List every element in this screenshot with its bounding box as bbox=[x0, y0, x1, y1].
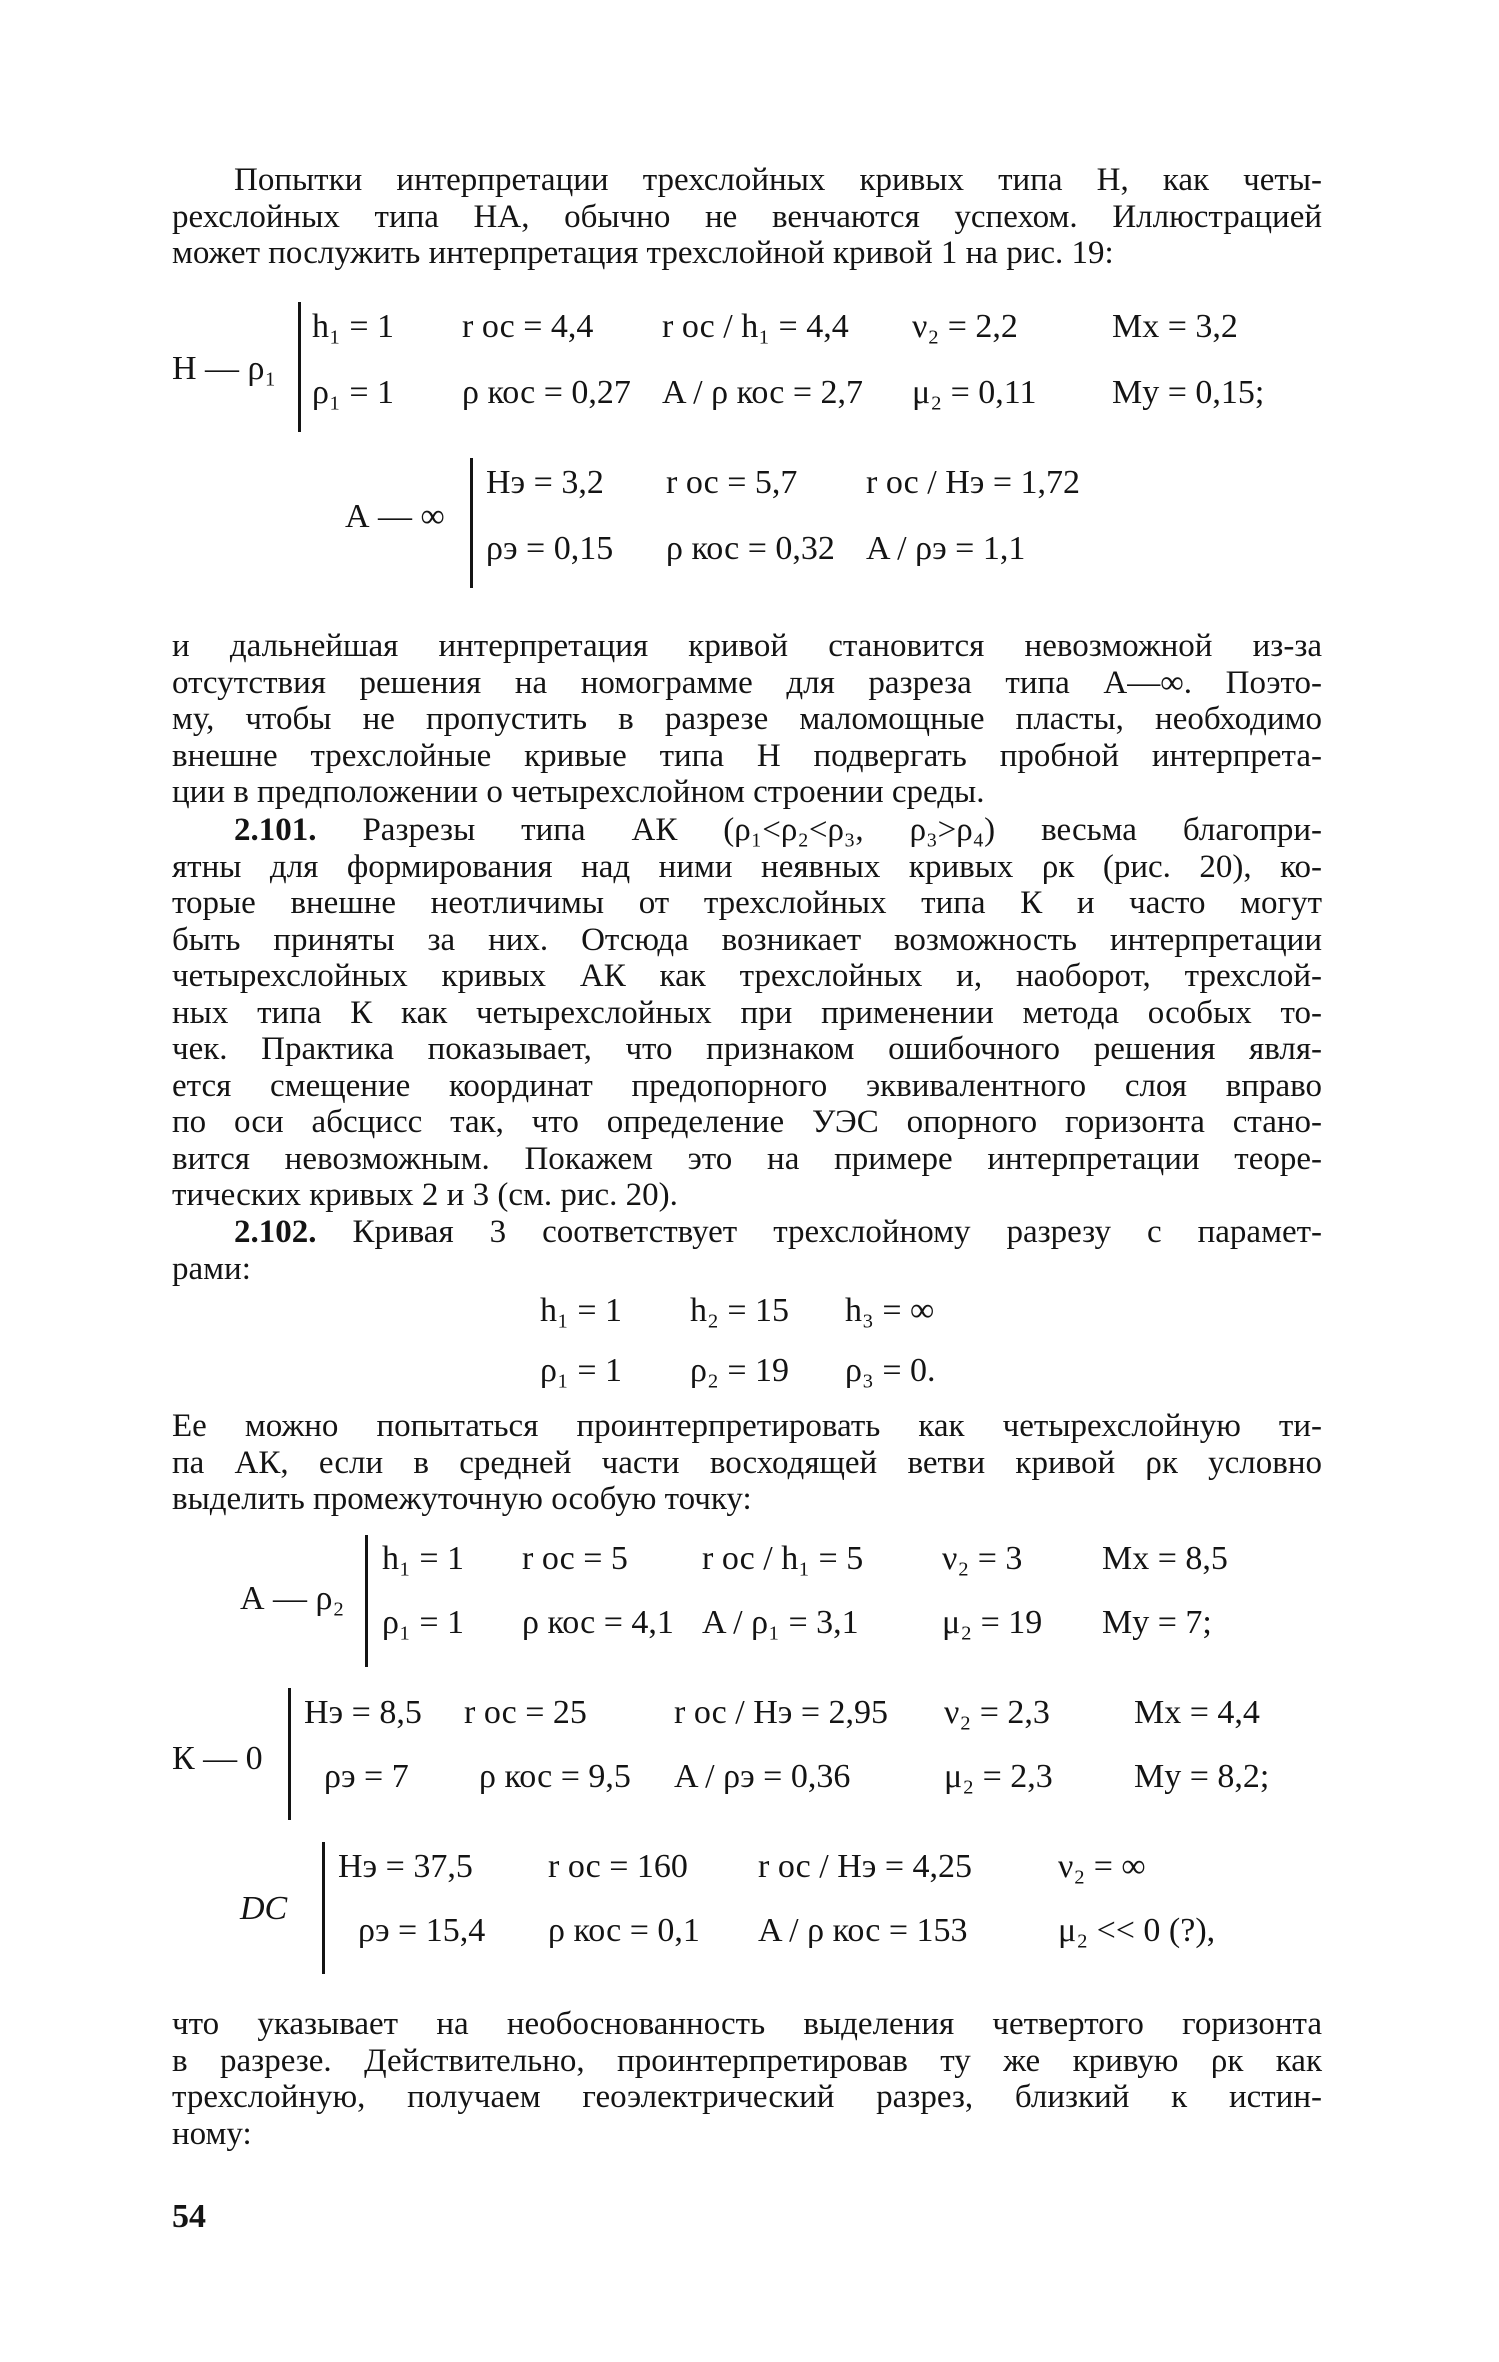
eq-term: μ₂ = 0,11 bbox=[912, 374, 1037, 411]
eq-term: ν₂ = 2,2 bbox=[912, 308, 1018, 345]
eq-term: ρ₁ = 1 bbox=[382, 1604, 464, 1641]
eq-term: ρ кос = 0,27 bbox=[462, 374, 631, 411]
section-number: 2.101. bbox=[234, 812, 317, 848]
eq-term: h₂ = 15 bbox=[690, 1292, 790, 1329]
eq-term: ρ кос = 0,32 bbox=[666, 530, 835, 567]
eq-term: ρэ = 0,15 bbox=[486, 530, 614, 567]
eq-term: ν₂ = 2,3 bbox=[944, 1694, 1050, 1731]
text-line: торые внешне неотличимы от трехслойных типа К и часто могут bbox=[172, 885, 1322, 921]
eq-term: ν₂ = 3 bbox=[942, 1540, 1023, 1577]
eq-term: A / ρ кос = 2,7 bbox=[662, 374, 863, 411]
block1-label: Н — ρ₁ bbox=[172, 350, 277, 387]
block4-bar bbox=[288, 1688, 291, 1820]
eq-term: ρэ = 7 bbox=[324, 1758, 409, 1795]
eq-term: Hэ = 3,2 bbox=[486, 464, 604, 501]
block5-label: DC bbox=[240, 1890, 288, 1927]
eq-term: Hэ = 8,5 bbox=[304, 1694, 422, 1731]
text-line: в разрезе. Действительно, проинтерпретировав ту же кривую ρк как bbox=[172, 2042, 1322, 2079]
eq-term: h₁ = 1 bbox=[540, 1292, 623, 1329]
eq-term: r ос / Hэ = 4,25 bbox=[758, 1848, 973, 1885]
text-line: может послужить интерпретация трехслойной кривой 1 на рис. 19: bbox=[172, 235, 1114, 271]
eq-term: Mx = 8,5 bbox=[1102, 1540, 1228, 1577]
eq-term: A / ρэ = 1,1 bbox=[866, 530, 1026, 567]
block4-equations bbox=[304, 1694, 1324, 1794]
eq-term: r ос = 25 bbox=[464, 1694, 587, 1731]
text-line: по оси абсцисс так, что определение УЭС опорного горизонта стано- bbox=[172, 1104, 1322, 1140]
text-line: ется смещение координат предопорного эквивалентного слоя вправо bbox=[172, 1067, 1322, 1104]
eq-term: ρ кос = 0,1 bbox=[548, 1912, 700, 1949]
text-line: трехслойную, получаем геоэлектрический разрез, близкий к истин- bbox=[172, 2079, 1322, 2115]
text-fragment: Кривая 3 соответствует трехслойному разрезу с парамет- bbox=[352, 1214, 1323, 1250]
paragraph-intro bbox=[172, 162, 1322, 272]
eq-term: r ос = 5 bbox=[522, 1540, 628, 1577]
paragraph-2-101 bbox=[172, 812, 1322, 1214]
text-line: выделить промежуточную особую точку: bbox=[172, 1481, 752, 1517]
text-line: рами: bbox=[172, 1250, 251, 1287]
eq-term: r ос / Hэ = 1,72 bbox=[866, 464, 1081, 501]
section-number: 2.102. bbox=[234, 1214, 317, 1250]
block5-equations bbox=[338, 1848, 1328, 1948]
eq-term: h₁ = 1 bbox=[382, 1540, 465, 1577]
eq-term: A / ρ₁ = 3,1 bbox=[702, 1604, 859, 1641]
paragraph-2-102 bbox=[172, 1214, 1322, 1287]
block3-equations bbox=[382, 1540, 1302, 1640]
eq-term: μ₂ = 2,3 bbox=[944, 1758, 1053, 1795]
text-line: ции в предположении о четырехслойном строении среды. bbox=[172, 774, 985, 810]
eq-term: ρ₂ = 19 bbox=[690, 1352, 789, 1389]
eq-term: r ос = 4,4 bbox=[462, 308, 594, 345]
text-line: отсутствия решения на номограмме для разреза типа А—∞. Поэто- bbox=[172, 664, 1322, 701]
block1-equations bbox=[312, 308, 1312, 411]
eq-term: h₁ = 1 bbox=[312, 308, 395, 345]
block2-label: А — ∞ bbox=[345, 498, 445, 535]
eq-term: r ос = 5,7 bbox=[666, 464, 798, 501]
eq-term: r ос / h₁ = 5 bbox=[702, 1540, 864, 1577]
block3-bar bbox=[365, 1535, 368, 1667]
text-line: чек. Практика показывает, что признаком ошибочного решения явля- bbox=[172, 1031, 1322, 1067]
text-fragment: Разрезы типа АК (ρ₁<ρ₂<ρ₃, ρ₃>ρ₄) весьма благопри- bbox=[362, 812, 1323, 848]
eq-term: My = 7; bbox=[1102, 1604, 1212, 1641]
text-line: внешне трехслойные кривые типа Н подвергать пробной интерпрета- bbox=[172, 737, 1322, 774]
eq-term: ρэ = 15,4 bbox=[358, 1912, 486, 1949]
paragraph-conclusion bbox=[172, 2006, 1322, 2152]
text-line: му, чтобы не пропустить в разрезе маломощные пласты, необходимо bbox=[172, 701, 1322, 737]
layer-parameters bbox=[540, 1292, 1020, 1392]
eq-term: ρ₁ = 1 bbox=[540, 1352, 622, 1389]
eq-term: ρ кос = 4,1 bbox=[522, 1604, 674, 1641]
eq-term: ν₂ = ∞ bbox=[1058, 1848, 1146, 1885]
block2-bar bbox=[470, 458, 473, 588]
text-line: Ее можно попытаться проинтерпретировать как четырехслойную ти- bbox=[172, 1408, 1322, 1444]
block2-equations bbox=[486, 464, 1186, 567]
text-line: и дальнейшая интерпретация кривой становится невозможной из-за bbox=[172, 628, 1322, 664]
eq-term: My = 8,2; bbox=[1134, 1758, 1270, 1795]
eq-term: ρ кос = 9,5 bbox=[479, 1758, 631, 1795]
eq-term: μ₂ = 19 bbox=[942, 1604, 1043, 1641]
text-line: рехслойных типа НА, обычно не венчаются успехом. Иллюстрацией bbox=[172, 198, 1322, 235]
text-line: ятны для формирования над ними неявных кривых ρк (рис. 20), ко- bbox=[172, 848, 1322, 885]
text-line: ному: bbox=[172, 2115, 252, 2152]
text-line: четырехслойных кривых АК как трехслойных и, наоборот, трехслой- bbox=[172, 958, 1322, 994]
text-line bbox=[172, 812, 1322, 849]
eq-term: r ос / h₁ = 4,4 bbox=[662, 308, 849, 345]
eq-term: μ₂ << 0 (?), bbox=[1058, 1912, 1216, 1949]
eq-term: Mx = 3,2 bbox=[1112, 308, 1238, 345]
text-line: па АК, если в средней части восходящей ветви кривой ρк условно bbox=[172, 1444, 1322, 1481]
text-line: ных типа К как четырехслойных при применении метода особых то- bbox=[172, 994, 1322, 1031]
paragraph-continuation bbox=[172, 628, 1322, 811]
paragraph-attempt bbox=[172, 1408, 1322, 1518]
eq-term: ρ₃ = 0. bbox=[845, 1352, 936, 1389]
eq-term: Hэ = 37,5 bbox=[338, 1848, 473, 1885]
page-number: 54 bbox=[172, 2198, 206, 2235]
eq-term: h₃ = ∞ bbox=[845, 1292, 935, 1329]
eq-term: r ос = 160 bbox=[548, 1848, 688, 1885]
eq-term: A / ρ кос = 153 bbox=[758, 1912, 968, 1949]
text-line: Попытки интерпретации трехслойных кривых типа Н, как четы- bbox=[234, 162, 1322, 198]
eq-term: A / ρэ = 0,36 bbox=[674, 1758, 851, 1795]
eq-term: r ос / Hэ = 2,95 bbox=[674, 1694, 889, 1731]
text-line: быть приняты за них. Отсюда возникает возможность интерпретации bbox=[172, 921, 1322, 958]
block4-label: К — 0 bbox=[172, 1740, 263, 1777]
block3-label: А — ρ₂ bbox=[240, 1580, 345, 1617]
block5-bar bbox=[322, 1842, 325, 1974]
text-line: вится невозможным. Покажем это на примере интерпретации теоре- bbox=[172, 1140, 1322, 1177]
block1-bar bbox=[298, 302, 301, 432]
text-line: тических кривых 2 и 3 (см. рис. 20). bbox=[172, 1177, 678, 1213]
text-line: что указывает на необоснованность выделения четвертого горизонта bbox=[172, 2006, 1322, 2042]
eq-term: My = 0,15; bbox=[1112, 374, 1265, 411]
text-line bbox=[172, 1214, 1322, 1251]
eq-term: ρ₁ = 1 bbox=[312, 374, 394, 411]
eq-term: Mx = 4,4 bbox=[1134, 1694, 1260, 1731]
